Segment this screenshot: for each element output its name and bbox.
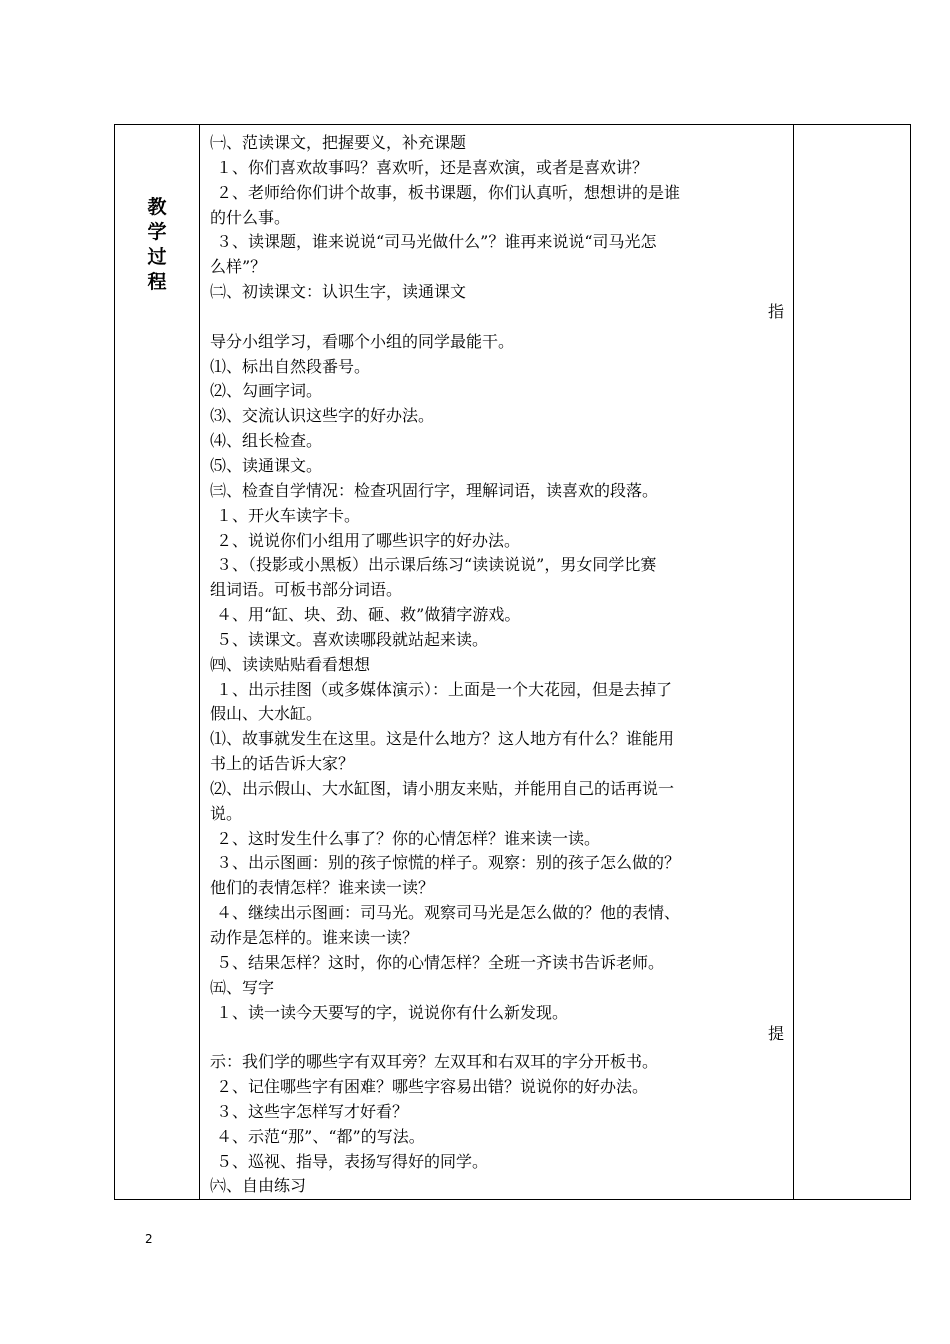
lesson-content-cell — [200, 125, 794, 1200]
content-line: 组词语。可板书部分词语。 — [210, 580, 403, 600]
table-row — [115, 125, 911, 1200]
content-line: ⑵、出示假山、大水缸图，请小朋友来贴，并能用自己的话再说一 — [210, 778, 675, 798]
content-line: ２、这时发生什么事了？你的心情怎样？谁来读一读。 — [216, 828, 601, 848]
content-line: ⑷、组长检查。 — [210, 431, 323, 451]
content-line: ４、示范“那”、“都”的写法。 — [216, 1126, 425, 1146]
label-char: 学 — [147, 221, 167, 243]
side-note: 提 — [768, 1024, 785, 1043]
content-line: １、读一读今天要写的字，说说你有什么新发现。 — [216, 1002, 569, 1022]
content-line: ⑴、故事就发生在这里。这是什么地方？这人地方有什么？谁能用 — [210, 729, 675, 749]
content-line: ２、记住哪些字有困难？哪些字容易出错？说说你的好办法。 — [216, 1077, 649, 1097]
content-line: ５、读课文。喜欢读哪段就站起来读。 — [216, 629, 489, 649]
content-line: 假山、大水缸。 — [210, 704, 323, 724]
content-line: １、开火车读字卡。 — [216, 505, 361, 525]
content-line: ３、（投影或小黑板）出示课后练习“读读说说”，男女同学比赛 — [216, 555, 657, 575]
label-char: 教 — [147, 196, 167, 218]
lesson-table — [114, 124, 911, 1200]
content-line: ⑶、交流认识这些字的好办法。 — [210, 406, 435, 426]
content-line: 导分小组学习，看哪个小组的同学最能干。 — [210, 331, 515, 351]
content-line: ２、老师给你们讲个故事，板书课题，你们认真听，想想讲的是谁 — [216, 182, 681, 202]
content-line: ㈢、检查自学情况：检查巩固行字，理解词语，读喜欢的段落。 — [210, 480, 659, 500]
content-line: ㈥、自由练习 — [210, 1176, 307, 1196]
notes-cell — [794, 125, 911, 1200]
content-line: 么样”？ — [210, 257, 267, 277]
content-line: ㈣、读读贴贴看看想想 — [210, 654, 371, 674]
content-line: ４、继续出示图画：司马光。观察司马光是怎么做的？他的表情、 — [216, 903, 681, 923]
content-line: ３、读课题，谁来说说“司马光做什么”？谁再来说说“司马光怎 — [216, 232, 657, 252]
content-line: ５、巡视、指导，表扬写得好的同学。 — [216, 1151, 489, 1171]
content-line: 的什么事。 — [210, 207, 291, 227]
content-line: ２、说说你们小组用了哪些识字的好办法。 — [216, 530, 521, 550]
content-line: ⑵、勾画字词。 — [210, 381, 323, 401]
content-line: 示：我们学的哪些字有双耳旁？左双耳和右双耳的字分开板书。 — [210, 1052, 659, 1072]
content-line: ⑸、读通课文。 — [210, 455, 323, 475]
section-label — [115, 125, 199, 295]
content-line: 说。 — [210, 803, 243, 823]
content-line: ㈤、写字 — [210, 977, 275, 997]
content-line: ⑴、标出自然段番号。 — [210, 356, 371, 376]
content-line: １、出示挂图（或多媒体演示）：上面是一个大花园，但是去掉了 — [216, 679, 673, 699]
page-number: 2 — [145, 1232, 153, 1246]
content-line: ３、出示图画：别的孩子惊慌的样子。观察：别的孩子怎么做的？ — [216, 853, 681, 873]
content-line: 动作是怎样的。谁来读一读？ — [210, 928, 419, 947]
content-line: ㈠、范读课文，把握要义，补充课题 — [210, 133, 467, 152]
content-line: 书上的话告诉大家？ — [210, 754, 355, 774]
side-note: 指 — [768, 302, 785, 321]
content-line: ５、结果怎样？这时，你的心情怎样？全班一齐读书告诉老师。 — [216, 952, 665, 972]
content-line — [210, 305, 785, 330]
section-label-cell — [115, 125, 200, 1200]
label-char: 过 — [147, 246, 167, 268]
content-line — [210, 1025, 785, 1050]
content-line: ３、这些字怎样写才好看？ — [216, 1101, 409, 1121]
content-line: ４、用“缸、块、劲、砸、救”做猜字游戏。 — [216, 605, 521, 625]
content-line: 他们的表情怎样？谁来读一读？ — [210, 878, 435, 898]
content-line: １、你们喜欢故事吗？喜欢听，还是喜欢演，或者是喜欢讲？ — [216, 157, 649, 177]
label-char: 程 — [147, 271, 167, 293]
content-line: ㈡、初读课文：认识生字，读通课文 — [210, 282, 467, 302]
lesson-content — [210, 131, 785, 1199]
